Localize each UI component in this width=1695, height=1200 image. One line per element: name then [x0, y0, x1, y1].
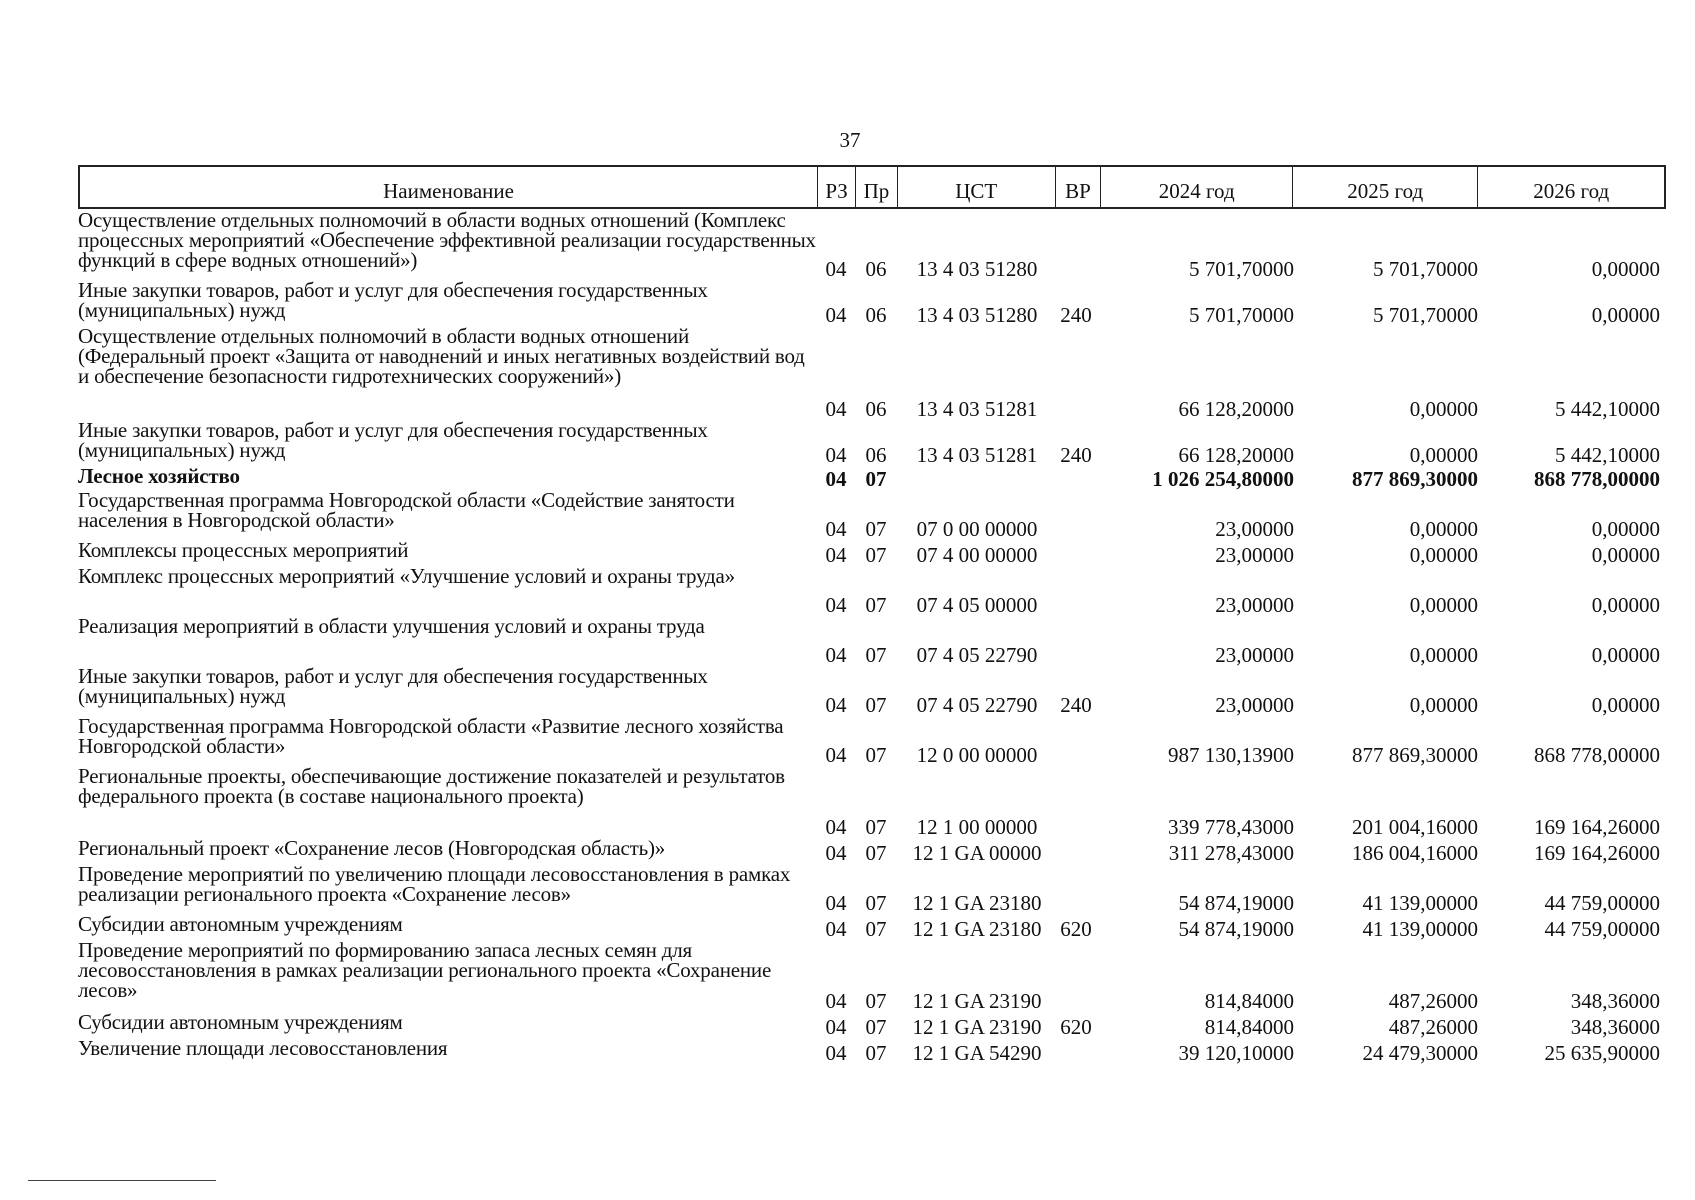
row-2026: 0,00000 [1591, 593, 1660, 617]
row-rz: 04 [825, 593, 847, 617]
row-2024: 54 874,19000 [1178, 917, 1294, 941]
row-name: Осуществление отдельных полномочий в области водных отношений (Комплекс процессных мероприятий «Обеспечение эффективной реализации государственных функций в сфере водных отношений») [78, 208, 816, 272]
row-cst: 13 4 03 51280 [916, 257, 1038, 281]
row-vr: 620 [1060, 917, 1092, 941]
row-name: Лесное хозяйство [78, 464, 240, 488]
row-2026: 868 778,00000 [1534, 743, 1660, 767]
row-cst: 12 1 GA 23180 [912, 891, 1042, 915]
table-row [0, 914, 1695, 940]
row-cst: 07 0 00 00000 [916, 517, 1038, 541]
row-2025: 0,00000 [1409, 443, 1478, 467]
row-pr: 07 [865, 1041, 887, 1065]
header-name: Наименование [80, 167, 818, 207]
row-name: Иные закупки товаров, работ и услуг для обеспечения государственных (муниципальных) нужд [78, 278, 708, 322]
row-pr: 07 [865, 743, 887, 767]
row-2026: 348,36000 [1570, 1015, 1660, 1039]
header-vr: ВР [1056, 167, 1102, 207]
row-name: Иные закупки товаров, работ и услуг для обеспечения государственных (муниципальных) нужд [78, 418, 708, 462]
row-cst: 12 1 GA 23180 [912, 917, 1042, 941]
row-rz: 04 [825, 397, 847, 421]
row-2025: 0,00000 [1409, 693, 1478, 717]
row-2026: 0,00000 [1591, 693, 1660, 717]
row-pr: 07 [865, 543, 887, 567]
row-rz: 04 [825, 1041, 847, 1065]
row-2024: 23,00000 [1215, 593, 1294, 617]
row-cst: 12 0 00 00000 [916, 743, 1038, 767]
row-2024: 1 026 254,80000 [1152, 467, 1294, 491]
row-rz: 04 [825, 643, 847, 667]
row-pr: 07 [865, 643, 887, 667]
row-name: Увеличение площади лесовосстановления [78, 1036, 448, 1060]
row-pr: 06 [865, 303, 887, 327]
row-rz: 04 [825, 543, 847, 567]
row-name: Проведение мероприятий по увеличению площади лесовосстановления в рамках реализации регионального проекта «Сохранение лесов» [78, 862, 791, 906]
row-2024: 814,84000 [1204, 1015, 1294, 1039]
row-2026: 169 164,26000 [1534, 841, 1660, 865]
row-cst: 12 1 GA 00000 [912, 841, 1042, 865]
row-vr: 240 [1060, 693, 1092, 717]
row-2025: 877 869,30000 [1352, 467, 1478, 491]
row-cst: 13 4 03 51281 [916, 443, 1038, 467]
row-pr: 07 [865, 989, 887, 1013]
table-row [0, 210, 1695, 280]
row-2025: 0,00000 [1409, 643, 1478, 667]
row-2025: 487,26000 [1388, 989, 1478, 1013]
row-rz: 04 [825, 467, 847, 491]
row-rz: 04 [825, 1015, 847, 1039]
table-row [0, 838, 1695, 864]
row-cst: 12 1 GA 23190 [912, 1015, 1042, 1039]
header-2026: 2026 год [1533, 179, 1610, 203]
row-pr: 07 [865, 517, 887, 541]
row-2026: 0,00000 [1591, 517, 1660, 541]
row-rz: 04 [825, 257, 847, 281]
row-cst: 12 1 00 00000 [916, 815, 1038, 839]
table-row [0, 1012, 1695, 1038]
row-name: Реализация мероприятий в области улучшения условий и охраны труда [78, 614, 705, 638]
row-cst: 07 4 05 22790 [916, 693, 1038, 717]
row-2025: 24 479,30000 [1362, 1041, 1478, 1065]
row-cst: 12 1 GA 54290 [912, 1041, 1042, 1065]
header-cst: ЦСТ [898, 167, 1056, 207]
row-pr: 07 [865, 815, 887, 839]
row-pr: 06 [865, 257, 887, 281]
row-rz: 04 [825, 917, 847, 941]
row-2025: 0,00000 [1409, 593, 1478, 617]
row-2025: 41 139,00000 [1362, 917, 1478, 941]
table-row [0, 566, 1695, 616]
table-row [0, 326, 1695, 420]
row-2024: 5 701,70000 [1189, 257, 1294, 281]
row-2024: 311 278,43000 [1168, 841, 1294, 865]
row-2024: 23,00000 [1215, 543, 1294, 567]
row-pr: 06 [865, 443, 887, 467]
row-2025: 877 869,30000 [1352, 743, 1478, 767]
row-2026: 25 635,90000 [1544, 1041, 1660, 1065]
budget-table [0, 210, 1695, 1064]
header-pr: Пр [856, 167, 898, 207]
row-rz: 04 [825, 443, 847, 467]
row-2024: 39 120,10000 [1178, 1041, 1294, 1065]
table-row [0, 280, 1695, 326]
row-name: Комплекс процессных мероприятий «Улучшение условий и охраны труда» [78, 564, 735, 588]
row-cst: 07 4 00 00000 [916, 543, 1038, 567]
row-2025: 186 004,16000 [1352, 841, 1478, 865]
row-vr: 240 [1060, 443, 1092, 467]
row-2024: 987 130,13900 [1168, 743, 1294, 767]
row-pr: 07 [865, 1015, 887, 1039]
row-2024: 54 874,19000 [1178, 891, 1294, 915]
row-2024: 66 128,20000 [1178, 443, 1294, 467]
table-header [78, 165, 1666, 209]
row-vr: 620 [1060, 1015, 1092, 1039]
row-2026: 0,00000 [1591, 643, 1660, 667]
row-2024: 66 128,20000 [1178, 397, 1294, 421]
row-2026: 0,00000 [1591, 257, 1660, 281]
row-pr: 07 [865, 693, 887, 717]
row-name: Субсидии автономным учреждениям [78, 912, 403, 936]
table-row [0, 490, 1695, 540]
row-2025: 0,00000 [1409, 543, 1478, 567]
row-name: Субсидии автономным учреждениям [78, 1010, 403, 1034]
row-name: Осуществление отдельных полномочий в области водных отношений (Федеральный проект «Защита от наводнений и иных негативных воздействий вод и обеспечение безопасности гидротехнических сооружений») [78, 324, 805, 388]
row-name: Государственная программа Новгородской области «Содействие занятости населения в Новгородской области» [78, 488, 735, 532]
row-pr: 07 [865, 841, 887, 865]
row-2025: 201 004,16000 [1352, 815, 1478, 839]
header-rz: РЗ [818, 167, 856, 207]
table-row [0, 420, 1695, 466]
row-cst: 12 1 GA 23190 [912, 989, 1042, 1013]
row-2025: 0,00000 [1409, 517, 1478, 541]
row-2025: 0,00000 [1409, 397, 1478, 421]
row-rz: 04 [825, 841, 847, 865]
row-2025: 5 701,70000 [1373, 303, 1478, 327]
table-row [0, 716, 1695, 766]
row-2024: 814,84000 [1204, 989, 1294, 1013]
row-2024: 23,00000 [1215, 517, 1294, 541]
row-rz: 04 [825, 891, 847, 915]
page-number: 37 [839, 128, 861, 152]
row-cst: 07 4 05 22790 [916, 643, 1038, 667]
header-2025: 2025 год [1293, 167, 1479, 207]
row-2026: 44 759,00000 [1544, 891, 1660, 915]
row-2024: 23,00000 [1215, 693, 1294, 717]
row-2026: 0,00000 [1591, 303, 1660, 327]
row-2026: 348,36000 [1570, 989, 1660, 1013]
row-2026: 868 778,00000 [1534, 467, 1660, 491]
row-name: Государственная программа Новгородской области «Развитие лесного хозяйства Новгородской области» [78, 714, 784, 758]
table-row [0, 864, 1695, 914]
row-rz: 04 [825, 989, 847, 1013]
row-rz: 04 [825, 743, 847, 767]
row-name: Комплексы процессных мероприятий [78, 538, 409, 562]
row-rz: 04 [825, 517, 847, 541]
row-name: Региональные проекты, обеспечивающие достижение показателей и результатов федерального проекта (в составе национального проекта) [78, 764, 785, 808]
table-row [0, 616, 1695, 666]
table-row [0, 666, 1695, 716]
footer-divider [28, 1180, 216, 1181]
row-name: Проведение мероприятий по формированию запаса лесных семян для лесовосстановления в рамках реализации регионального проекта «Сохранение лесов» [78, 938, 772, 1002]
row-pr: 07 [865, 891, 887, 915]
row-rz: 04 [825, 815, 847, 839]
row-pr: 07 [865, 917, 887, 941]
table-row [0, 540, 1695, 566]
row-vr: 240 [1060, 303, 1092, 327]
row-2025: 5 701,70000 [1373, 257, 1478, 281]
row-cst: 13 4 03 51280 [916, 303, 1038, 327]
row-2025: 41 139,00000 [1362, 891, 1478, 915]
table-row [0, 940, 1695, 1012]
row-name: Иные закупки товаров, работ и услуг для обеспечения государственных (муниципальных) нужд [78, 664, 708, 708]
row-2026: 44 759,00000 [1544, 917, 1660, 941]
table-row [0, 766, 1695, 838]
table-row [0, 1038, 1695, 1064]
row-2024: 23,00000 [1215, 643, 1294, 667]
row-2024: 5 701,70000 [1189, 303, 1294, 327]
table-row [0, 466, 1695, 490]
row-2026: 0,00000 [1591, 543, 1660, 567]
row-2024: 339 778,43000 [1168, 815, 1294, 839]
row-cst: 13 4 03 51281 [916, 397, 1038, 421]
row-2026: 5 442,10000 [1555, 397, 1660, 421]
row-2026: 169 164,26000 [1534, 815, 1660, 839]
row-rz: 04 [825, 303, 847, 327]
row-2026: 5 442,10000 [1555, 443, 1660, 467]
row-name: Региональный проект «Сохранение лесов (Новгородская область)» [78, 836, 666, 860]
header-2024: 2024 год [1101, 167, 1293, 207]
row-cst: 07 4 05 00000 [916, 593, 1038, 617]
row-pr: 06 [865, 397, 887, 421]
row-pr: 07 [865, 467, 887, 491]
row-rz: 04 [825, 693, 847, 717]
row-pr: 07 [865, 593, 887, 617]
row-2025: 487,26000 [1388, 1015, 1478, 1039]
